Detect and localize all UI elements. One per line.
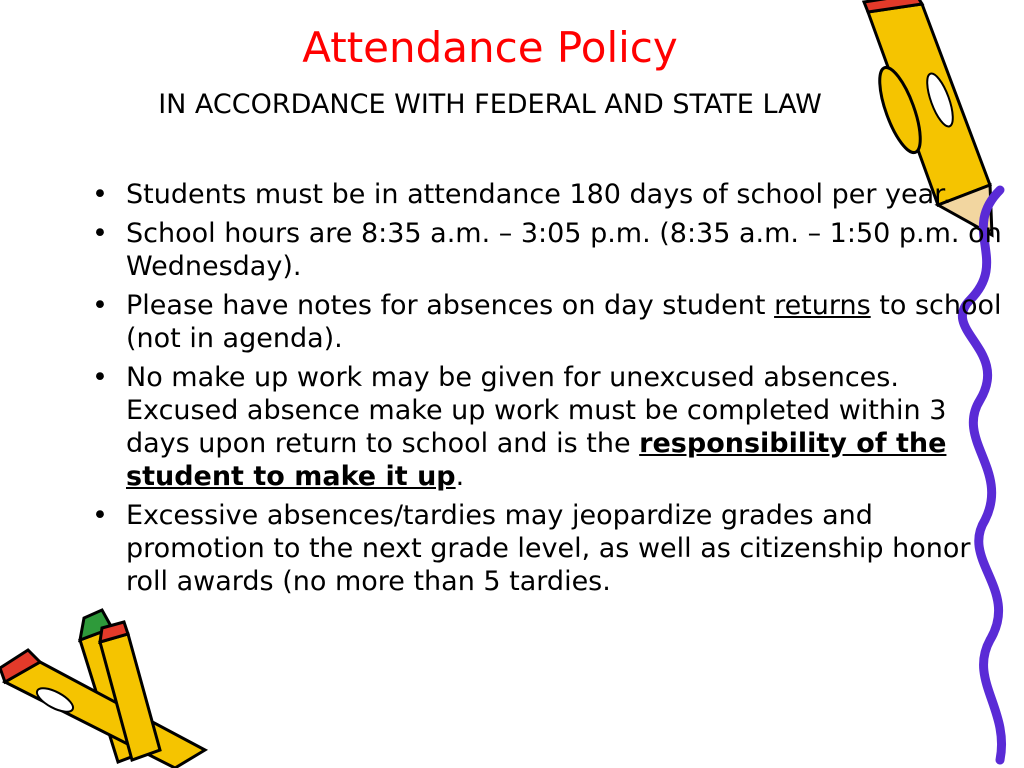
bullet-text-after: . bbox=[455, 461, 465, 492]
bullet-text bbox=[126, 362, 946, 492]
bullet-item bbox=[92, 499, 1002, 598]
bullet-list bbox=[92, 178, 1002, 604]
bullet-icon: • bbox=[92, 179, 108, 210]
bullet-text-before: No make up work may be given for unexcused absences. Excused absence make up work must be completed within 3 days upon return to school and is the bbox=[126, 362, 947, 459]
bullet-item bbox=[92, 178, 1002, 211]
bullet-icon: • bbox=[92, 218, 108, 249]
pencil-bundle-icon bbox=[0, 600, 215, 768]
bullet-text: Excessive absences/tardies may jeopardize grades and promotion to the next grade level, as well as citizenship honor roll awards (no more than 5 tardies. bbox=[126, 500, 971, 597]
bullet-icon: • bbox=[92, 500, 108, 531]
bullet-item bbox=[92, 361, 1002, 493]
bullet-emphasis: returns bbox=[774, 290, 871, 321]
bullet-item bbox=[92, 217, 1002, 283]
slide-title: Attendance Policy bbox=[302, 23, 678, 72]
bullet-icon: • bbox=[92, 290, 108, 321]
bullet-text bbox=[126, 290, 1002, 354]
bullet-item bbox=[92, 289, 1002, 355]
bullet-text: School hours are 8:35 a.m. – 3:05 p.m. (8:35 a.m. – 1:50 p.m. on Wednesday). bbox=[126, 218, 1002, 282]
slide-subtitle: IN ACCORDANCE WITH FEDERAL AND STATE LAW bbox=[158, 89, 822, 120]
bullet-emphasis: responsibility of the student to make it up bbox=[126, 428, 947, 492]
bullet-text: Students must be in attendance 180 days of school per year. bbox=[126, 179, 952, 210]
bullet-icon: • bbox=[92, 362, 108, 393]
bullet-text-after: to school (not in agenda). bbox=[126, 290, 1002, 354]
bullet-text-before: Please have notes for absences on day student bbox=[126, 290, 775, 321]
